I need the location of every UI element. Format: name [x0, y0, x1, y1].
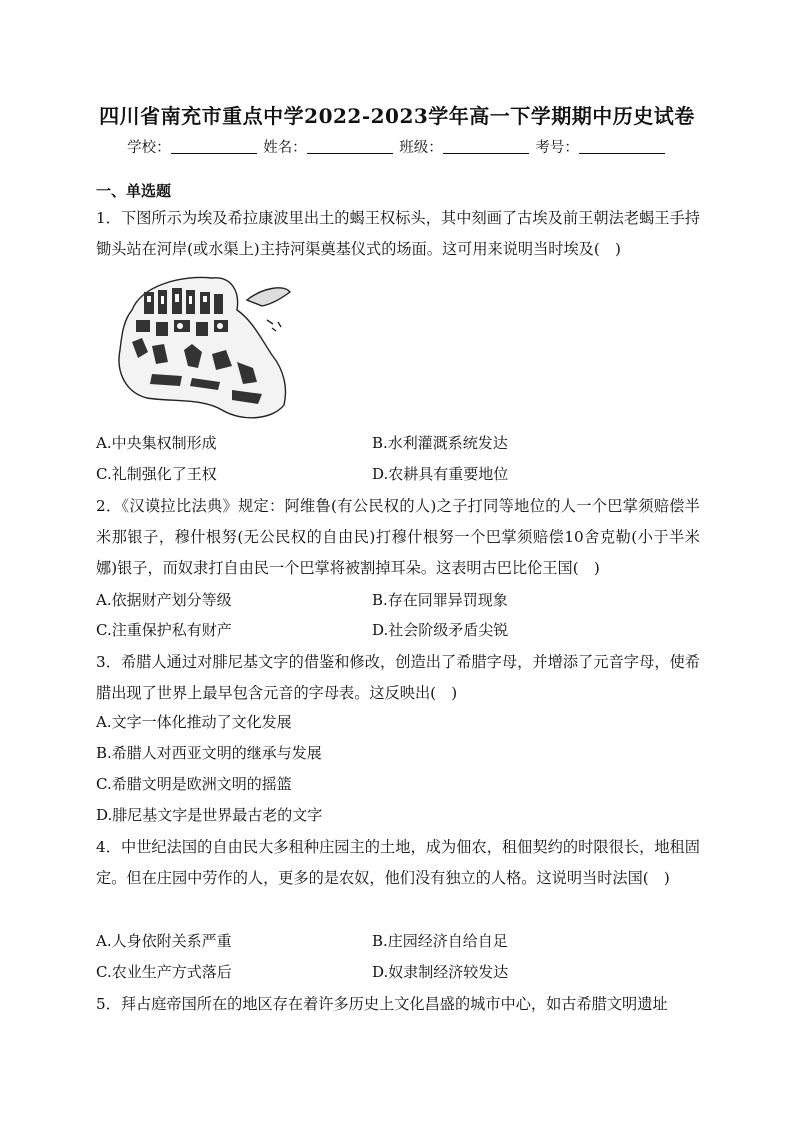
- q2-option-a[interactable]: A.依据财产划分等级: [96, 591, 232, 609]
- question-1-stem: 1．下图所示为埃及希拉康波里出土的蝎王权标头，其中刻画了古埃及前王朝法老蝎王手持锄头站在河岸(或水渠上)主持河渠奠基仪式的场面。这可用来说明当时埃及( ): [96, 209, 700, 258]
- q3-option-d[interactable]: D.腓尼基文字是世界最古老的文字: [96, 806, 323, 824]
- question-5-stem: 5．拜占庭帝国所在的地区存在着许多历史上文化昌盛的城市中心，如古希腊文明遗址: [96, 995, 668, 1013]
- q1-option-a[interactable]: A.中央集权制形成: [96, 434, 217, 452]
- question-3-stem: 3．希腊人通过对腓尼基文字的借鉴和修改，创造出了希腊字母，并增添了元音字母，使希腊出现了世界上最早包含元音的字母表。这反映出( ): [96, 653, 700, 702]
- q4-option-a[interactable]: A.人身依附关系严重: [96, 932, 232, 950]
- exam-number-blank[interactable]: [579, 139, 665, 154]
- q4-option-b[interactable]: B.庄园经济自给自足: [372, 932, 508, 950]
- class-label: 班级：: [399, 140, 443, 156]
- exam-number-label: 考号：: [535, 140, 579, 156]
- q2-option-d[interactable]: D.社会阶级矛盾尖锐: [372, 621, 509, 639]
- question-4-stem: 4．中世纪法国的自由民大多租种庄园主的土地，成为佃农，租佃契约的时限很长，地租固定。但在庄园中劳作的人，更多的是农奴，他们没有独立的人格。这说明当时法国( ): [96, 838, 700, 887]
- scorpion-king-macehead-illustration: [112, 270, 292, 425]
- q4-option-d[interactable]: D.奴隶制经济较发达: [372, 963, 509, 981]
- school-label: 学校：: [127, 140, 171, 156]
- q1-option-d[interactable]: D.农耕具有重要地位: [372, 465, 509, 483]
- q4-option-c[interactable]: C.农业生产方式落后: [96, 963, 232, 981]
- name-label: 姓名：: [263, 140, 307, 156]
- school-blank[interactable]: [171, 139, 257, 154]
- student-info-line: [0, 136, 794, 157]
- q3-option-c[interactable]: C.希腊文明是欧洲文明的摇篮: [96, 775, 292, 793]
- q1-option-b[interactable]: B.水利灌溉系统发达: [372, 434, 508, 452]
- name-blank[interactable]: [307, 139, 393, 154]
- q2-option-b[interactable]: B.存在同罪异罚现象: [372, 591, 508, 609]
- section-heading: 一、单选题: [96, 182, 172, 200]
- question-2-stem: 2．《汉谟拉比法典》规定：阿维鲁(有公民权的人)之子打同等地位的人一个巴掌须赔偿半米那银子，穆什根努(无公民权的自由民)打穆什根努一个巴掌须赔偿10舍克勒(小于半米娜)银子，而奴隶打自由民一个巴掌将被割掉耳朵。这表明古巴比伦王国( ): [96, 497, 700, 577]
- page-title: 四川省南充市重点中学2022-2023学年高一下学期期中历史试卷: [99, 104, 695, 128]
- q1-option-c[interactable]: C.礼制强化了王权: [96, 465, 217, 483]
- q3-option-a[interactable]: A.文字一体化推动了文化发展: [96, 713, 292, 731]
- class-blank[interactable]: [443, 139, 529, 154]
- q3-option-b[interactable]: B.希腊人对西亚文明的继承与发展: [96, 744, 322, 762]
- q2-option-c[interactable]: C.注重保护私有财产: [96, 621, 232, 639]
